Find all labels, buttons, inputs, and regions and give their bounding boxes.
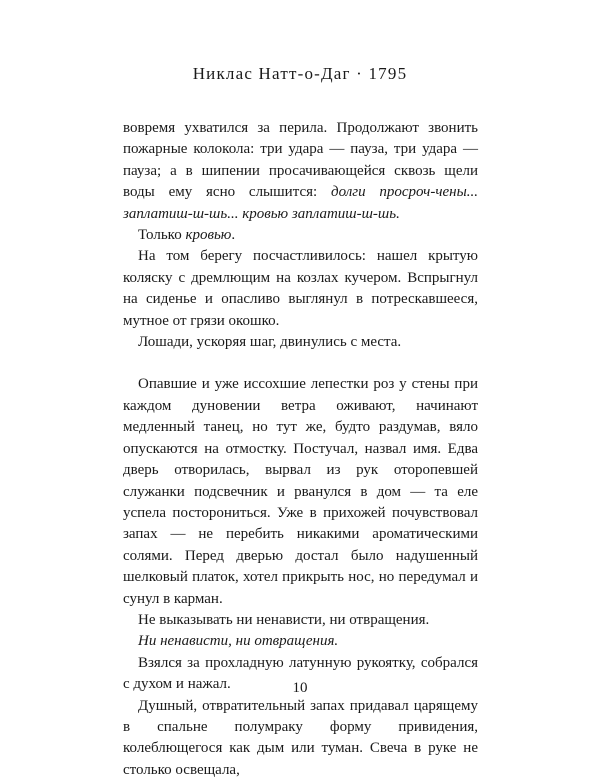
text-run: Душный, отвратительный запах придавал царящему в спальне полумраку форму привидения, колеблющегося как дым или туман. Свеча в руке не столько освещала, [123, 697, 478, 778]
italic-run: долги просроч-чены... заплатиш-ш-шь... кровью заплатиш-ш-шь. [123, 184, 478, 222]
text-run: вовремя ухватился за перила. Продолжают звонить пожарные колокола: три удара — пауза, три удара — пауза; а в шипении просачивающейся сквозь щели воды ему ясно слышится: [123, 120, 478, 201]
paragraph-6 [123, 610, 478, 631]
paragraph-3 [123, 246, 478, 332]
italic-run: кровью [185, 227, 232, 244]
italic-run: Ни ненависти, ни отвращения. [138, 633, 339, 650]
text-run: Не выказывать ни ненависти, ни отвращения. [138, 611, 430, 628]
paragraph-4 [123, 332, 478, 353]
text-run: Опавшие и уже иссохшие лепестки роз у стены при каждом дуновении ветра оживают, начинают медленный танец, но тут же, будто раздумав, вяло опускаются на отмостку. Постучал, назвал имя. Едва дверь отворилась, вырвал из рук оторопевшей служанки подсвечник и рванулся в дом — та еле успела посторониться. Уже в прихожей почувствовал запах — не перебить никакими ароматическими солями. Перед дверью достал было надушенный шелковый платок, хотел прикрыть нос, но передумал и сунул в карман. [123, 376, 478, 607]
paragraph-5 [123, 374, 478, 609]
text-run: Лошади, ускоряя шаг, двинулись с места. [138, 334, 402, 351]
running-header: Никлас Натт-о-Даг · 1795 [192, 64, 408, 83]
text-run: Взялся за прохладную латунную рукоятку, собрался с духом и нажал. [123, 654, 478, 693]
page-number: 10 [292, 680, 308, 696]
text-run: Только [138, 227, 186, 244]
paragraph-1 [123, 118, 478, 225]
paragraph-7 [123, 631, 478, 652]
text-run: На том берегу посчастливилось: нашел крытую коляску с дремлющим на козлах кучером. Вспрыгнул на сиденье и опасливо выглянул в потрескавшееся, мутное от грязи окошко. [123, 248, 478, 329]
paragraph-9 [123, 696, 478, 781]
paragraph-2 [123, 225, 478, 246]
text-run: . [231, 227, 236, 244]
